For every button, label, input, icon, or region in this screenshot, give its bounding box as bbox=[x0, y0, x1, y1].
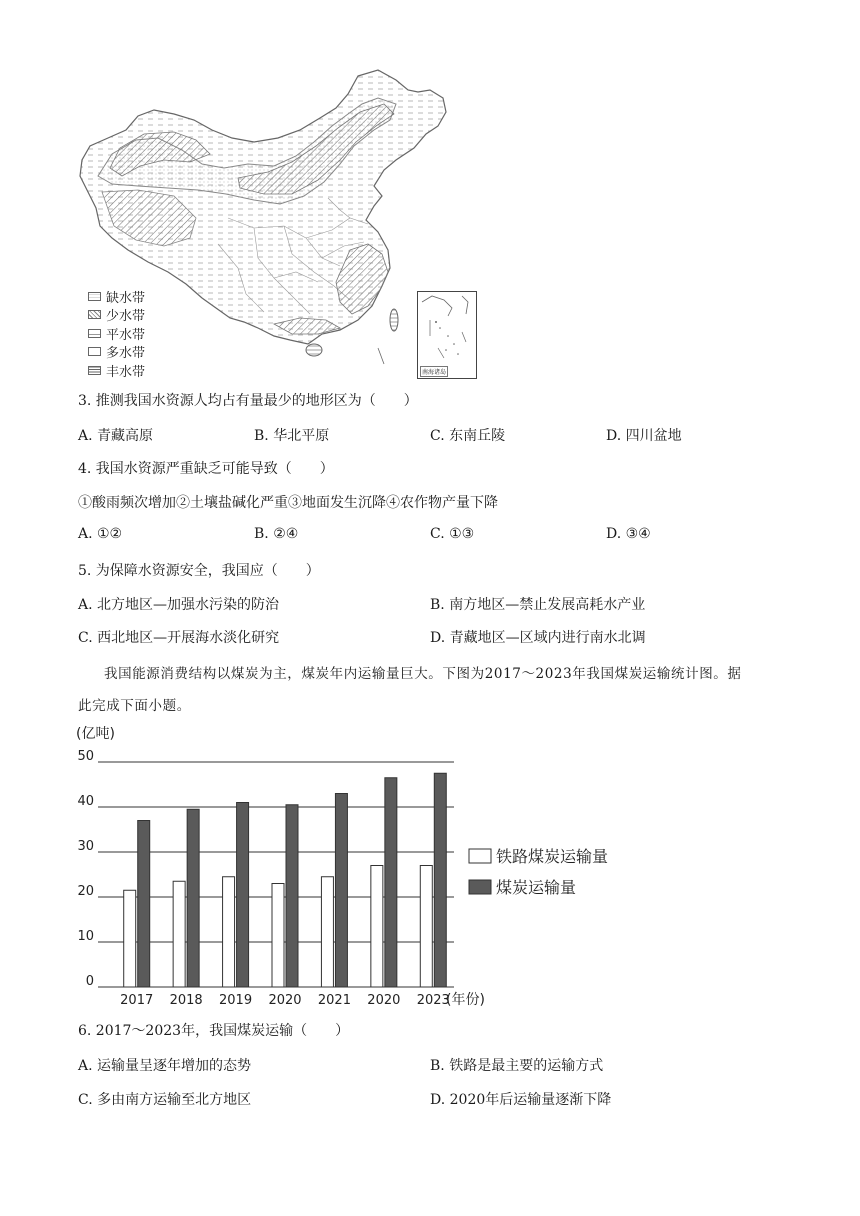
q3-option-a: A. 青藏高原 bbox=[78, 428, 154, 444]
y-axis-label: (亿吨) bbox=[76, 726, 115, 742]
q6-option-b: B. 铁路是最主要的运输方式 bbox=[430, 1058, 604, 1074]
rail-coal-bar bbox=[371, 866, 383, 988]
south-sea-inset bbox=[417, 291, 477, 379]
q4-option-a: A. ①② bbox=[78, 526, 123, 542]
passage-line-1: 我国能源消费结构以煤炭为主，煤炭年内运输量巨大。下图为2017～2023年我国煤炭运输统计图。据 bbox=[104, 666, 742, 682]
x-axis-label: (年份) bbox=[446, 992, 485, 1008]
rail-coal-bar bbox=[321, 877, 333, 987]
legend-item bbox=[88, 343, 145, 362]
q4-option-d: D. ③④ bbox=[606, 526, 651, 542]
legend-label: 平水带 bbox=[106, 327, 146, 343]
map-legend bbox=[88, 287, 145, 380]
q3-option-c: C. 东南丘陵 bbox=[430, 428, 506, 444]
legend-item bbox=[88, 324, 145, 343]
coal-transport-bar bbox=[385, 778, 397, 987]
dash-swatch-icon bbox=[88, 329, 101, 338]
rail-coal-bar bbox=[223, 877, 235, 987]
x-tick-label: 2020 bbox=[367, 993, 401, 1008]
x-tick-label: 2018 bbox=[169, 993, 203, 1008]
legend-swatch bbox=[469, 880, 491, 894]
legend-label: 缺水带 bbox=[106, 290, 146, 306]
coal-transport-chart bbox=[76, 722, 656, 1016]
coal-transport-bar bbox=[187, 809, 199, 987]
q4-option-c: C. ①③ bbox=[430, 526, 475, 542]
q6-option-c: C. 多由南方运输至北方地区 bbox=[78, 1092, 252, 1108]
q3-option-d: D. 四川盆地 bbox=[606, 428, 682, 444]
rail-coal-bar bbox=[272, 884, 284, 988]
dots-swatch-icon bbox=[88, 292, 101, 301]
legend-label: 丰水带 bbox=[106, 364, 146, 380]
blank-swatch-icon bbox=[88, 347, 101, 356]
coal-transport-bar bbox=[237, 803, 249, 988]
inset-label: 南海诸岛 bbox=[420, 366, 448, 377]
diagonal-swatch-icon bbox=[88, 310, 101, 319]
q4-option-b: B. ②④ bbox=[254, 526, 299, 542]
q6-option-a: A. 运输量呈逐年增加的态势 bbox=[78, 1058, 252, 1074]
coal-transport-bar bbox=[138, 821, 150, 988]
y-tick-label: 10 bbox=[77, 929, 94, 944]
question-4-stem: 4. 我国水资源严重缺乏可能导致（ ） bbox=[78, 461, 334, 477]
legend-item bbox=[88, 287, 145, 306]
q6-option-d: D. 2020年后运输量逐渐下降 bbox=[430, 1092, 612, 1108]
q5-option-d: D. 青藏地区—区域内进行南水北调 bbox=[430, 630, 646, 646]
q5-option-b: B. 南方地区—禁止发展高耗水产业 bbox=[430, 597, 646, 613]
question-6-stem: 6. 2017～2023年，我国煤炭运输（ ） bbox=[78, 1023, 350, 1039]
coal-transport-bar bbox=[335, 794, 347, 988]
q3-option-b: B. 华北平原 bbox=[254, 428, 330, 444]
question-5-stem: 5. 为保障水资源安全，我国应（ ） bbox=[78, 563, 320, 579]
coal-transport-bar bbox=[286, 805, 298, 987]
legend-label: 多水带 bbox=[106, 346, 146, 362]
rail-coal-bar bbox=[420, 866, 432, 988]
x-tick-label: 2021 bbox=[317, 993, 351, 1008]
y-tick-label: 30 bbox=[77, 839, 94, 854]
passage-line-2: 此完成下面小题。 bbox=[78, 698, 191, 714]
legend-label: 煤炭运输量 bbox=[496, 878, 577, 897]
x-tick-label: 2020 bbox=[268, 993, 302, 1008]
legend-swatch bbox=[469, 849, 491, 863]
x-tick-label: 2023 bbox=[416, 993, 450, 1008]
rail-coal-bar bbox=[173, 881, 185, 987]
x-tick-label: 2017 bbox=[120, 993, 154, 1008]
q5-option-a: A. 北方地区—加强水污染的防治 bbox=[78, 597, 280, 613]
legend-label: 铁路煤炭运输量 bbox=[496, 847, 609, 866]
bar-chart-svg bbox=[76, 722, 656, 1012]
horizontal-swatch-icon bbox=[88, 366, 101, 375]
y-tick-label: 20 bbox=[77, 884, 94, 899]
question-3-stem: 3. 推测我国水资源人均占有量最少的地形区为（ ） bbox=[78, 393, 418, 409]
legend-item bbox=[88, 306, 145, 325]
legend-label: 少水带 bbox=[106, 309, 146, 325]
coal-transport-bar bbox=[434, 773, 446, 987]
legend-item bbox=[88, 361, 145, 380]
y-tick-label: 0 bbox=[85, 974, 94, 989]
rail-coal-bar bbox=[124, 890, 136, 987]
x-tick-label: 2019 bbox=[219, 993, 253, 1008]
y-tick-label: 40 bbox=[77, 794, 94, 809]
q5-option-c: C. 西北地区—开展海水淡化研究 bbox=[78, 630, 280, 646]
y-tick-label: 50 bbox=[77, 749, 94, 764]
question-4-statement: ①酸雨频次增加②土壤盐碱化严重③地面发生沉降④农作物产量下降 bbox=[78, 495, 498, 511]
